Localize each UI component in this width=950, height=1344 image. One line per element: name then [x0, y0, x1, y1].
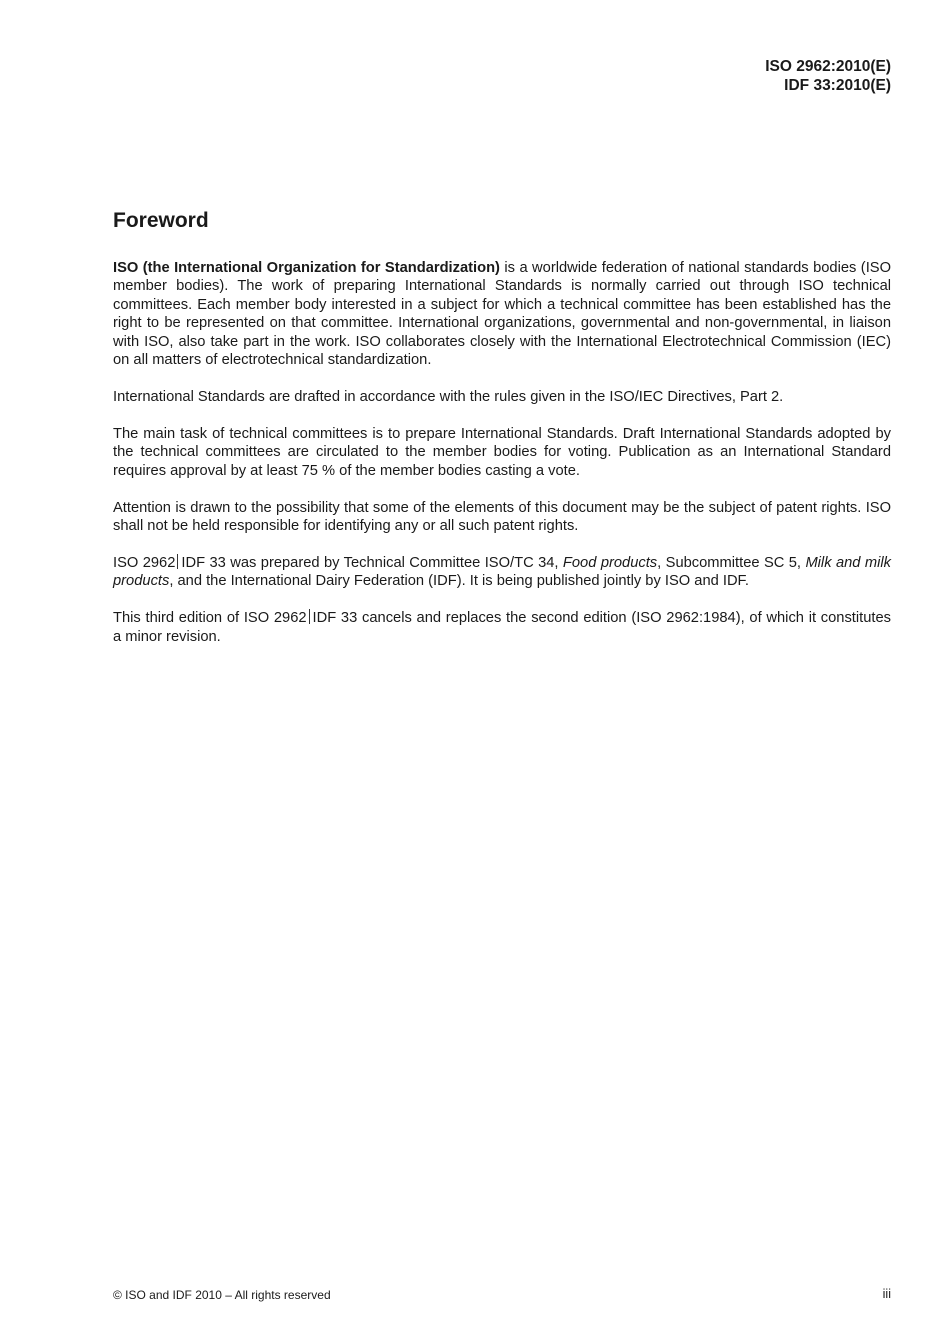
- page-title: Foreword: [113, 209, 209, 232]
- paragraph-patent: Attention is drawn to the possibility that some of the elements of this document may be the subject of patent rights. ISO shall not be held responsible for identifying any or all such patent rights.: [113, 499, 891, 534]
- paragraph-text: , and the International Dairy Federation (IDF). It is being published jointly by ISO and IDF.: [169, 573, 749, 590]
- paragraph-text: is a worldwide federation of national standards bodies (ISO member bodies). The work of preparing International Standards is normally carried out through ISO technical committees. Each member body interested in a subject for which a technical committee has been established has the right to be represented on that committee. International organizations, governmental and non-governmental, in liaison with ISO, also take part in the work. ISO collaborates closely with the International Electrotechnical Commission (IEC) on all matters of electrotechnical standardization.: [113, 260, 891, 369]
- paragraph-directives: International Standards are drafted in accordance with the rules given in the ISO/IEC Directives, Part 2.: [113, 388, 784, 405]
- separator-bar: [309, 609, 310, 624]
- paragraph-text: IDF 33 was prepared by Technical Committee ISO/TC 34,: [181, 554, 563, 571]
- paragraph-text: , Subcommittee SC 5,: [657, 554, 806, 571]
- paragraph-text: IDF 33 cancels and replaces the second edition (ISO 2962:1984), of which it constitutes a minor revision.: [113, 610, 891, 645]
- italic-term: Milk and milk products: [113, 554, 891, 590]
- paragraph-iso-intro: [113, 259, 891, 369]
- paragraph-text: ISO 2962: [113, 554, 176, 571]
- paragraph-text: This third edition of ISO 2962: [113, 610, 307, 627]
- footer-copyright: © ISO and IDF 2010 – All rights reserved: [113, 1288, 331, 1302]
- paragraph-edition: [113, 609, 891, 646]
- italic-term: Food products: [562, 554, 658, 571]
- paragraph-prepared-by: [113, 554, 891, 591]
- page-number: iii: [882, 1287, 891, 1301]
- header-idf-number: IDF 33:2010(E): [784, 77, 891, 94]
- separator-bar: [177, 554, 178, 569]
- document-header: [765, 57, 891, 95]
- iso-bold-term: ISO (the International Organization for Standardization): [113, 260, 500, 276]
- header-iso-number: ISO 2962:2010(E): [765, 58, 891, 75]
- foreword-body: [113, 259, 891, 665]
- paragraph-main-task: The main task of technical committees is to prepare International Standards. Draft International Standards adopted by the technical committees are circulated to the member bodies for voting. Publication as an International Standard requires approval by at least 75 % of the member bodies casting a vote.: [113, 425, 891, 479]
